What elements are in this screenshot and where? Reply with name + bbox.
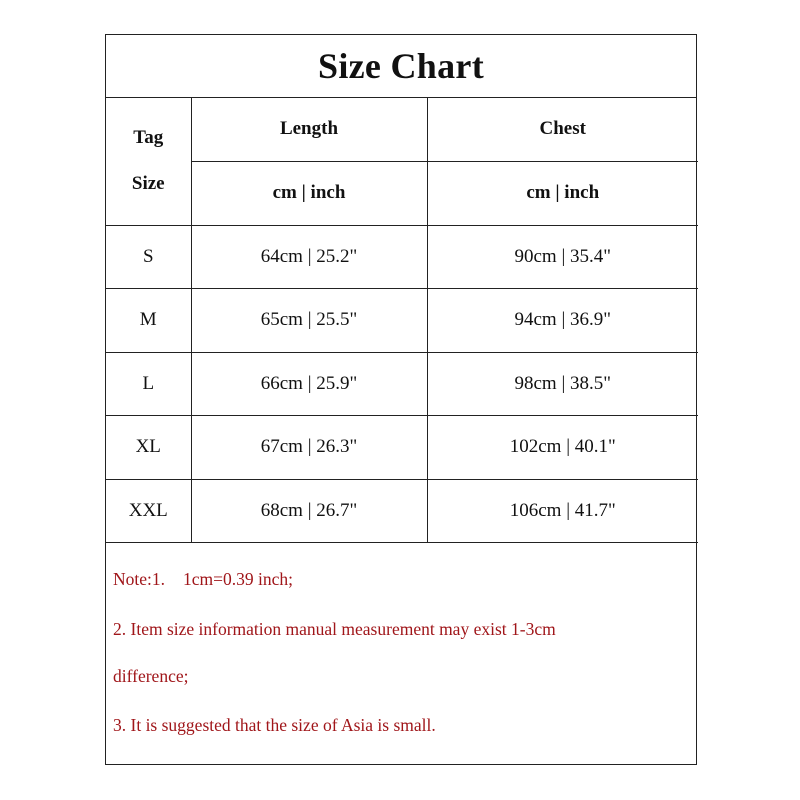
chest-cell: 98cm | 38.5" [427, 352, 698, 416]
size-chart [105, 34, 697, 765]
chest-cell: 106cm | 41.7" [427, 479, 698, 543]
table-row [106, 225, 698, 289]
note-3: 3. It is suggested that the size of Asia is small. [113, 715, 436, 735]
length-units: cm | inch [191, 161, 427, 225]
size-cell: XXL [106, 479, 191, 543]
length-header: Length [191, 98, 427, 161]
size-cell: S [106, 225, 191, 289]
table-row [106, 352, 698, 416]
length-cell: 68cm | 26.7" [191, 479, 427, 543]
note-1-prefix: Note:1. [113, 569, 166, 589]
size-table [106, 98, 698, 543]
note-1-text: 1cm=0.39 inch; [183, 569, 294, 589]
chest-cell: 94cm | 36.9" [427, 289, 698, 353]
tag-size-label-line2: Size [131, 173, 165, 195]
note-2-continued: difference; [113, 666, 189, 686]
size-cell: L [106, 352, 191, 416]
tag-size-label-line1: Tag [133, 127, 164, 149]
chest-cell: 90cm | 35.4" [427, 225, 698, 289]
chest-cell: 102cm | 40.1" [427, 416, 698, 480]
length-cell: 66cm | 25.9" [191, 352, 427, 416]
tag-size-header [106, 98, 191, 225]
units-row [106, 161, 698, 225]
size-cell: XL [106, 416, 191, 480]
chart-title: Size Chart [106, 35, 696, 98]
note-1 [113, 569, 293, 590]
length-cell: 67cm | 26.3" [191, 416, 427, 480]
header-row [106, 98, 698, 161]
table-row [106, 479, 698, 543]
chest-units: cm | inch [427, 161, 698, 225]
chest-header: Chest [427, 98, 698, 161]
length-cell: 64cm | 25.2" [191, 225, 427, 289]
note-2: 2. Item size information manual measurement may exist 1-3cm [113, 619, 556, 639]
size-cell: M [106, 289, 191, 353]
table-row [106, 416, 698, 480]
table-row [106, 289, 698, 353]
length-cell: 65cm | 25.5" [191, 289, 427, 353]
